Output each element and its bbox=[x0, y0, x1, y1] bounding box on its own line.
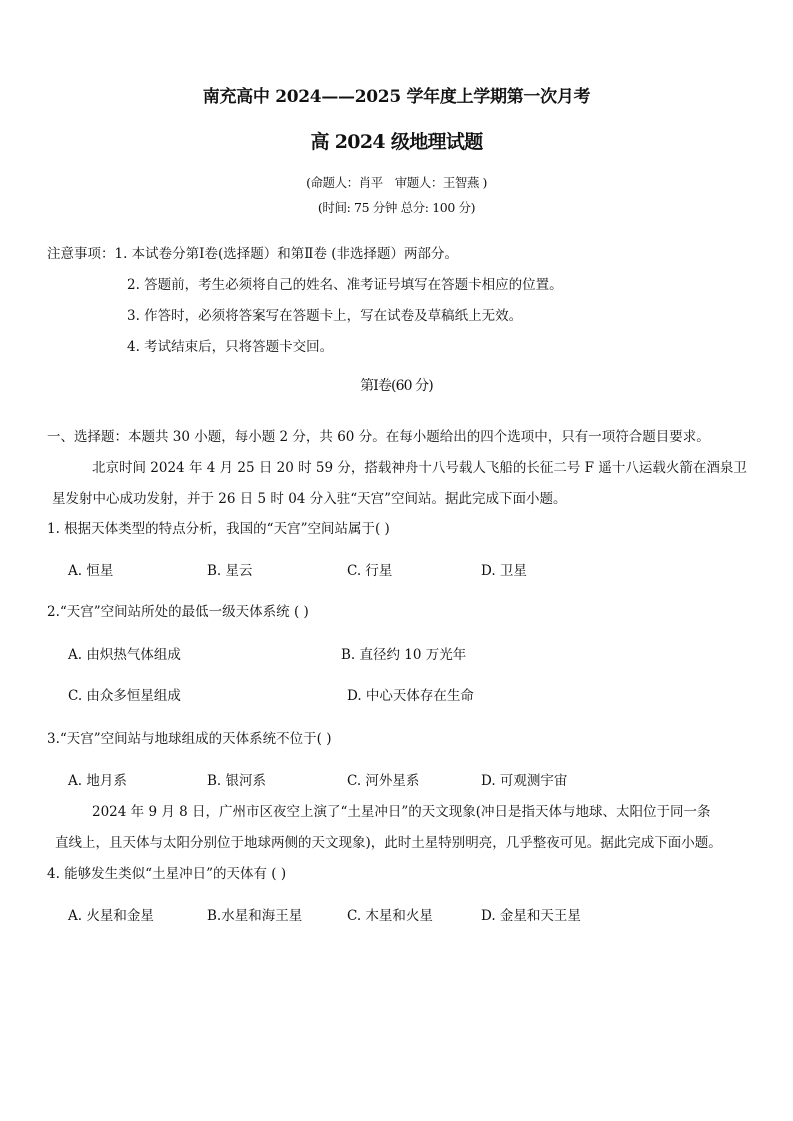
q2-option-d: D. 中心天体存在生命 bbox=[347, 688, 474, 704]
notice-item-4: 4. 考试结束后，只将答题卡交回。 bbox=[127, 339, 334, 355]
passage2-line1: 2024 年 9 月 8 日，广州市区夜空上演了“土星冲日”的天文现象(冲日是指天体与地球、太阳位于同一条 bbox=[92, 804, 711, 820]
passage1-line1: 北京时间 2024 年 4 月 25 日 20 时 59 分，搭载神舟十八号载人飞船的长征二号 F 遥十八运载火箭在酒泉卫 bbox=[92, 460, 747, 476]
notice-item-1: 注意事项：1. 本试卷分第Ⅰ卷(选择题）和第Ⅱ卷 (非选择题）两部分。 bbox=[47, 246, 459, 262]
q3-option-d: D. 可观测宇宙 bbox=[481, 773, 568, 789]
q3-option-c: C. 河外星系 bbox=[347, 773, 420, 789]
q1-option-c: C. 行星 bbox=[347, 563, 393, 579]
question-1-stem: 1. 根据天体类型的特点分析，我国的“天宫”空间站属于( ) bbox=[47, 521, 390, 537]
q3-option-a: A. 地月系 bbox=[68, 773, 127, 789]
section-title: 第Ⅰ卷(60 分) bbox=[360, 378, 433, 394]
exam-time-score: (时间: 75 分钟 总分: 100 分) bbox=[317, 200, 476, 215]
q1-option-b: B. 星云 bbox=[207, 563, 253, 579]
exam-authors: (命题人：肖平 审题人：王智燕 ) bbox=[306, 175, 487, 190]
q2-option-a: A. 由炽热气体组成 bbox=[68, 647, 181, 663]
passage1-line2: 星发射中心成功发射，并于 26 日 5 时 04 分入驻“天宫”空间站。据此完成下面小题。 bbox=[52, 491, 567, 507]
question-4-stem: 4. 能够发生类似“土星冲日”的天体有 ( ) bbox=[47, 866, 287, 882]
notice-item-3: 3. 作答时，必须将答案写在答题卡上，写在试卷及草稿纸上无效。 bbox=[127, 308, 523, 324]
exam-subtitle: 高 2024 级地理试题 bbox=[310, 131, 483, 153]
exam-title: 南充高中 2024——2025 学年度上学期第一次月考 bbox=[202, 87, 591, 107]
passage2-line2: 直线上，且天体与太阳分别位于地球两侧的天文现象)，此时土星特别明亮，几乎整夜可见。据此完成下面小题。 bbox=[55, 835, 722, 851]
q4-option-a: A. 火星和金星 bbox=[68, 908, 154, 924]
q1-option-d: D. 卫星 bbox=[481, 563, 527, 579]
question-2-stem: 2.“天宫”空间站所处的最低一级天体系统 ( ) bbox=[47, 604, 309, 620]
q2-option-c: C. 由众多恒星组成 bbox=[68, 688, 181, 704]
q2-option-b: B. 直径约 10 万光年 bbox=[341, 647, 467, 663]
q4-option-c: C. 木星和火星 bbox=[347, 908, 433, 924]
q3-option-b: B. 银河系 bbox=[207, 773, 267, 789]
q1-option-a: A. 恒星 bbox=[68, 563, 114, 579]
section-intro: 一、选择题：本题共 30 小题，每小题 2 分，共 60 分。在每小题给出的四个选项中，只有一项符合题目要求。 bbox=[47, 429, 710, 445]
notice-item-2: 2. 答题前，考生必须将自己的姓名、准考证号填写在答题卡相应的位置。 bbox=[127, 277, 563, 293]
question-3-stem: 3.“天宫”空间站与地球组成的天体系统不位于( ) bbox=[47, 731, 332, 747]
q4-option-d: D. 金星和天王星 bbox=[481, 908, 581, 924]
q4-option-b: B.水星和海王星 bbox=[207, 908, 303, 924]
